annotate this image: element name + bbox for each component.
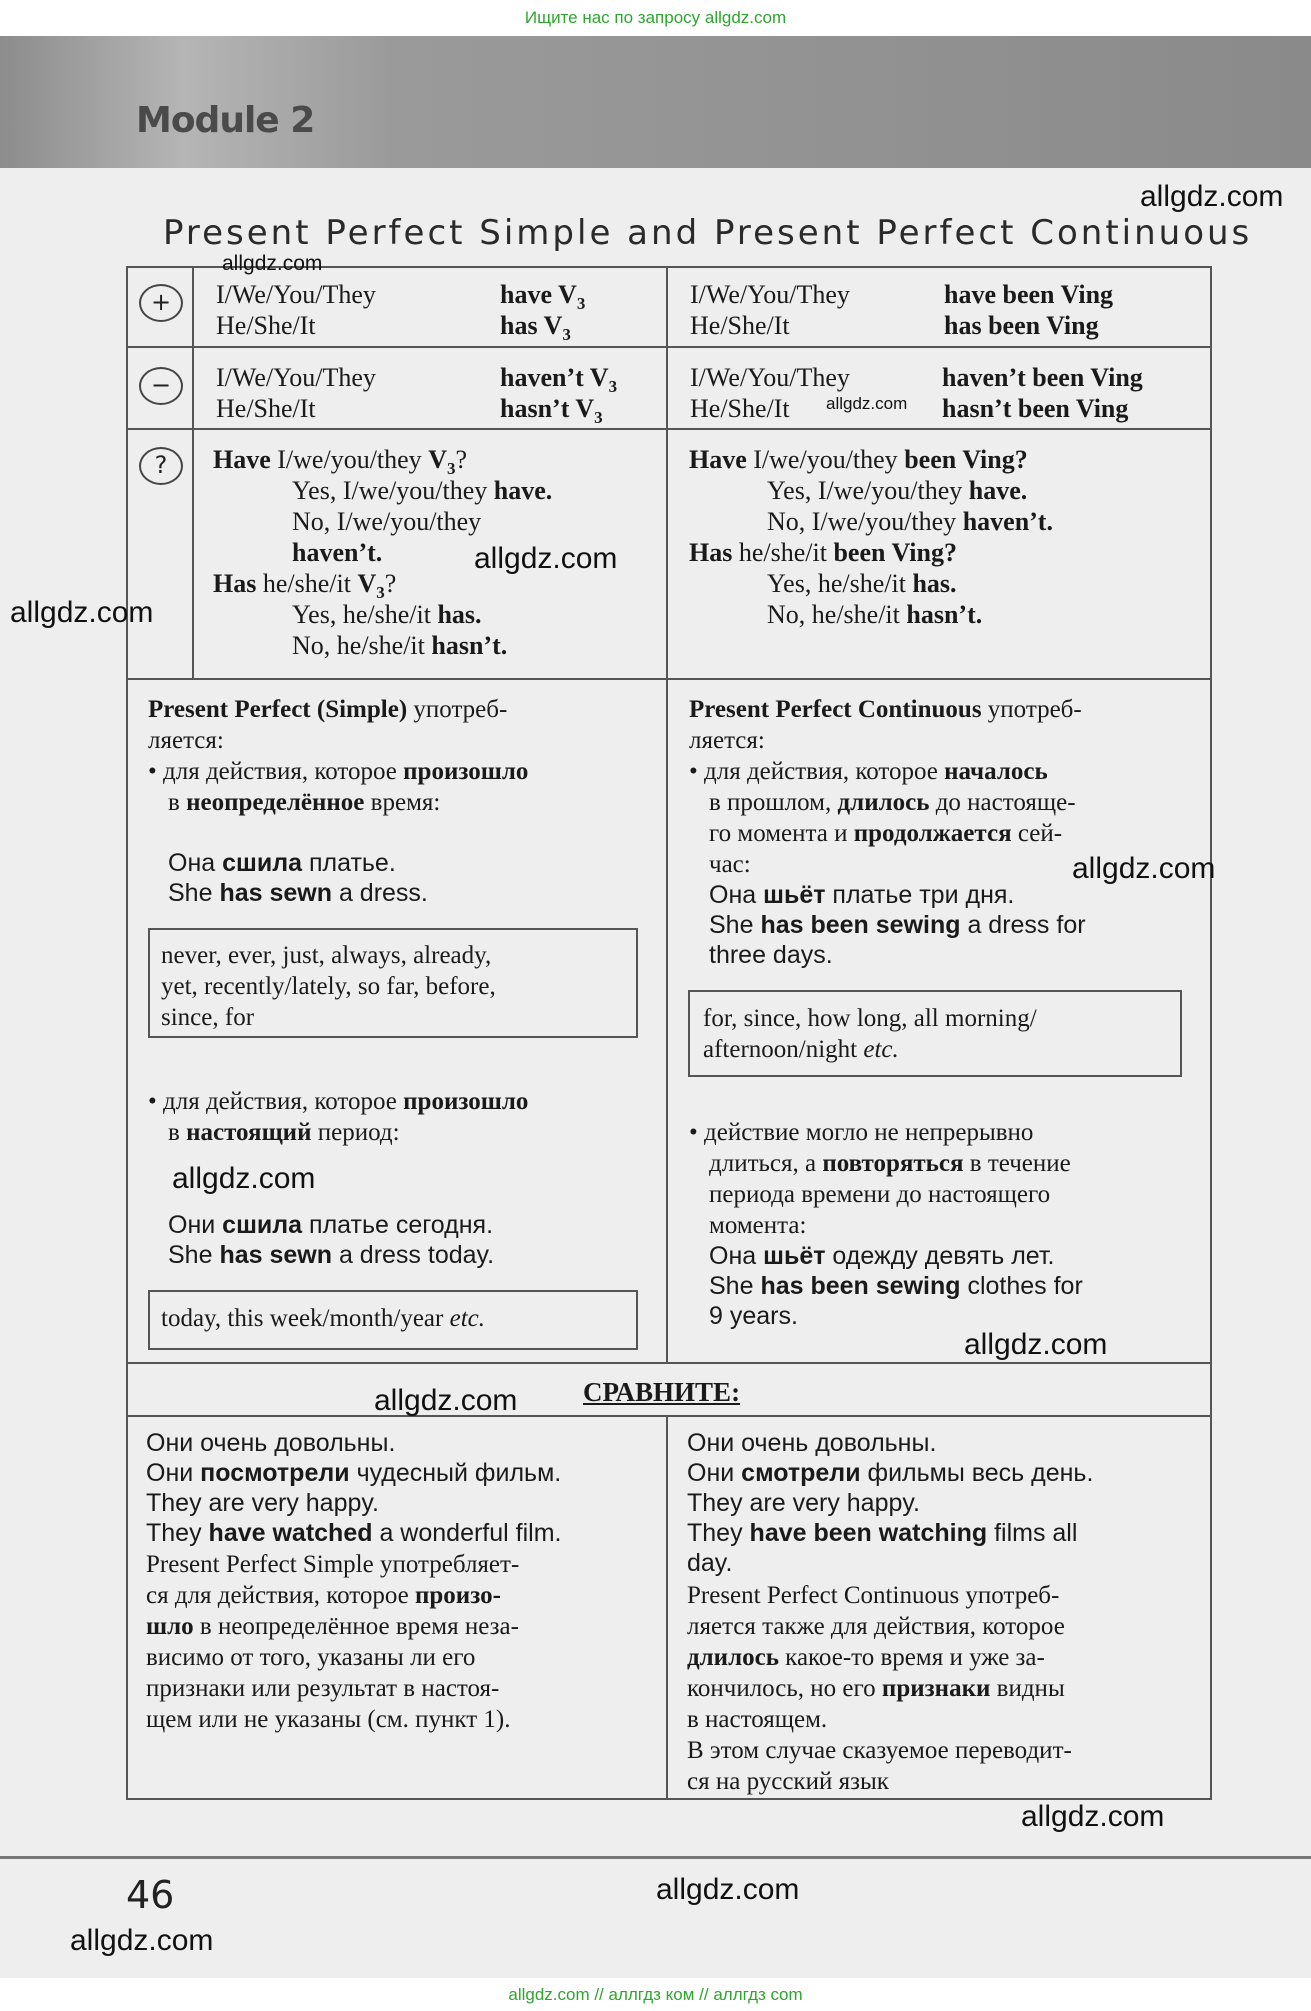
time-markers-simple-2: today, this week/month/year etc. [161,1305,485,1332]
compare-left-p3: шло в неопределённое время неза- [146,1613,519,1640]
usage-cont-example2-ru: Она шьёт одежду девять лет. [709,1242,1055,1270]
q-cont-yes-singular: Yes, he/she/it has. [767,569,957,598]
watermark: allgdz.com [10,596,154,629]
watermark: allgdz.com [374,1384,518,1417]
neg-simple-subject-plural: I/We/You/They [216,363,376,392]
compare-right-l3: They are very happy. [687,1489,920,1517]
q-simple-question-singular: Has he/she/it $V_3$? [213,569,397,603]
q-cont-question-singular: Has he/she/it been Ving? [689,538,957,567]
pos-cont-form-plural: have been Ving [944,280,1114,309]
neg-simple-form-plural: haven’t $V_3$ [500,363,618,397]
module-title: Module 2 [136,100,315,141]
usage-cont-bullet1-l3: го момента и продолжается сей- [709,820,1063,847]
pos-cont-subject-plural: I/We/You/They [690,280,850,309]
compare-right-l5: day. [687,1549,733,1577]
compare-left-p5: признаки или результат в настоя- [146,1675,500,1702]
usage-simple-example1-en: She has sewn a dress. [168,879,428,907]
usage-cont-example2-en-l2: 9 years. [709,1302,798,1330]
question-icon: ? [139,447,183,485]
compare-left-p6: щем или не указаны (см. пункт 1). [146,1706,511,1733]
compare-right-l4: They have been watching films all [687,1519,1078,1547]
watermark-bottom: allgdz.com // аллгдз ком // аллгдз com [0,1978,1311,2011]
neg-cont-form-singular: hasn’t been Ving [942,394,1129,423]
usage-cont-example1-en-l2: three days. [709,941,833,969]
compare-left-p2: ся для действия, которое произо- [146,1582,501,1609]
table-divider [192,266,194,678]
watermark: allgdz.com [172,1162,316,1195]
compare-left-p4: висимо от того, указаны ли его [146,1644,476,1671]
pos-simple-form-plural: have $V_3$ [500,280,586,314]
usage-cont-bullet2-l2: длиться, а повторяться в течение [709,1150,1071,1177]
compare-right-p6: В этом случае сказуемое переводит- [687,1737,1072,1764]
compare-right-p4: кончилось, но его признаки видны [687,1675,1065,1702]
time-markers-simple-line2: yet, recently/lately, so far, before, [161,973,496,1000]
table-divider [126,678,1212,680]
minus-icon: − [139,367,183,405]
time-markers-simple-line3: since, for [161,1004,255,1031]
compare-left-l4: They have watched a wonderful film. [146,1519,562,1547]
usage-cont-example2-en: She has been sewing clothes for [709,1272,1083,1300]
page-number: 46 [126,1873,175,1917]
time-markers-cont-line2: afternoon/night etc. [703,1036,899,1063]
compare-title: СРАВНИТЕ: [583,1377,741,1407]
table-divider [666,266,668,1362]
usage-cont-example1-ru: Она шьёт платье три дня. [709,881,1015,909]
q-simple-no-plural: No, I/we/you/they [292,507,482,536]
table-divider [126,346,1212,348]
q-simple-yes-plural: Yes, I/we/you/they have. [292,476,553,505]
plus-icon: + [139,284,183,322]
usage-cont-heading-cont: ляется: [689,727,765,754]
q-simple-no-plural-aux: haven’t. [292,538,383,567]
usage-simple-example2-ru: Они сшила платье сегодня. [168,1211,494,1239]
q-cont-no-plural: No, I/we/you/they haven’t. [767,507,1053,536]
usage-cont-bullet2-l3: периода времени до настоящего [709,1181,1051,1208]
usage-simple-example2-en: She has sewn a dress today. [168,1241,495,1269]
pos-cont-subject-singular: He/She/It [690,311,790,340]
neg-cont-form-plural: haven’t been Ving [942,363,1143,392]
usage-cont-heading: Present Perfect Continuous употреб- [689,696,1082,723]
compare-right-l1: Они очень довольны. [687,1429,937,1457]
q-simple-question-plural: Have I/we/you/they $V_3$? [213,445,468,479]
usage-simple-heading-cont: ляется: [148,727,224,754]
neg-simple-form-singular: hasn’t $V_3$ [500,394,603,428]
q-cont-yes-plural: Yes, I/we/you/they have. [767,476,1028,505]
q-cont-question-plural: Have I/we/you/they been Ving? [689,445,1028,474]
watermark: allgdz.com [70,1924,214,1957]
watermark: allgdz.com [826,394,908,413]
time-markers-simple-line1: never, ever, just, always, already, [161,942,492,969]
usage-cont-bullet1: • для действия, которое началось [689,758,1048,785]
usage-simple-example1-ru: Она сшила платье. [168,849,396,877]
q-simple-yes-singular: Yes, he/she/it has. [292,600,482,629]
neg-cont-subject-plural: I/We/You/They [690,363,850,392]
compare-right-p7: ся на русский язык [687,1768,889,1795]
compare-left-p1: Present Perfect Simple употребляет- [146,1551,520,1578]
page-bottom-rule [0,1856,1311,1859]
neg-cont-subject-singular: He/She/It [690,394,790,423]
table-divider [126,1415,1212,1417]
usage-cont-bullet1-l2: в прошлом, длилось до настояще- [709,789,1076,816]
table-divider [126,1362,1212,1364]
watermark: allgdz.com [1140,180,1284,213]
table-divider [666,1415,668,1800]
compare-right-p2: ляется также для действия, которое [687,1613,1065,1640]
pos-simple-subject-singular: He/She/It [216,311,316,340]
watermark: allgdz.com [1021,1800,1165,1833]
q-simple-no-singular: No, he/she/it hasn’t. [292,631,508,660]
time-markers-cont-line1: for, since, how long, all morning/ [703,1005,1037,1032]
usage-cont-bullet2-l4: момента: [709,1212,807,1239]
compare-left-l3: They are very happy. [146,1489,379,1517]
usage-cont-bullet1-l4: час: [709,851,751,878]
usage-cont-example1-en: She has been sewing a dress for [709,911,1086,939]
usage-simple-heading: Present Perfect (Simple) употреб- [148,696,508,723]
watermark: allgdz.com [964,1328,1108,1361]
usage-simple-bullet1-cont: в неопределённое время: [168,789,441,816]
watermark: allgdz.com [656,1873,800,1906]
compare-right-p1: Present Perfect Continuous употреб- [687,1582,1060,1609]
watermark: allgdz.com [1072,852,1216,885]
neg-simple-subject-singular: He/She/It [216,394,316,423]
compare-right-p3: длилось какое-то время и уже за- [687,1644,1045,1671]
q-cont-no-singular: No, he/she/it hasn’t. [767,600,983,629]
usage-cont-bullet2-l1: • действие могло не непрерывно [689,1119,1034,1146]
compare-right-p5: в настоящем. [687,1706,828,1733]
compare-left-l1: Они очень довольны. [146,1429,396,1457]
pos-cont-form-singular: has been Ving [944,311,1099,340]
compare-left-l2: Они посмотрели чудесный фильм. [146,1459,562,1487]
page-title: Present Perfect Simple and Present Perfect Continuous [163,213,1253,253]
compare-right-l2: Они смотрели фильмы весь день. [687,1459,1094,1487]
pos-simple-subject-plural: I/We/You/They [216,280,376,309]
usage-simple-bullet1: • для действия, которое произошло [148,758,529,785]
usage-simple-bullet2: • для действия, которое произошло [148,1088,529,1115]
watermark: allgdz.com [222,252,323,275]
pos-simple-form-singular: has $V_3$ [500,311,571,345]
watermark-top: Ищите нас по запросу allgdz.com [0,0,1311,36]
usage-simple-bullet2-cont: в настоящий период: [168,1119,400,1146]
watermark: allgdz.com [474,542,618,575]
table-divider [126,428,1212,430]
